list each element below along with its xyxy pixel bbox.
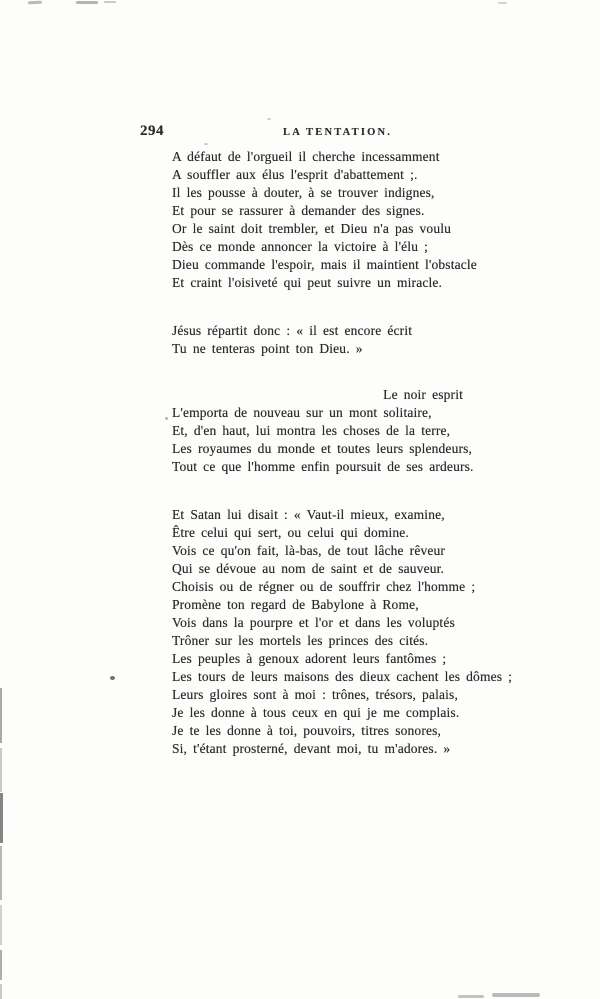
verse-line: Et craint l'oisiveté qui peut suivre un miracle. [172,275,443,290]
verse-line: L'emporta de nouveau sur un mont solitaire, [172,405,432,420]
poem-text [172,148,513,758]
scan-artifact-left-line [0,793,3,843]
verse-line: Les peuples à genoux adorent leurs fantômes ; [172,651,447,666]
scan-artifact-bottom-dash [458,995,484,998]
verse-line: Le noir esprit [383,387,463,402]
scan-artifact-margin-dot [110,676,115,680]
verse-line: Choisis ou de régner ou de souffrir chez l'homme ; [172,579,476,594]
verse-line: Il les pousse à douter, à se trouver indignes, [172,185,435,200]
scan-artifact-speck [165,417,168,420]
verse-line: Trôner sur les mortels les princes des cités. [172,633,429,648]
verse-line: Dès ce monde annoncer la victoire à l'élu ; [172,239,429,254]
verse-line: Tu ne tenteras point ton Dieu. » [172,341,363,356]
verse-line: Jésus répartit donc : « il est encore écrit [172,323,413,338]
verse-line: Or le saint doit trembler, et Dieu n'a pas voulu [172,221,452,236]
verse-line: Vois dans la pourpre et l'or et dans les voluptés [172,615,455,630]
verse-line: A souffler aux élus l'esprit d'abattement ;. [172,167,418,182]
scan-artifact-left-line [0,748,2,792]
scan-artifact-bottom-dash [492,993,540,997]
scan-artifact-speck [267,118,271,120]
verse-line: Et, d'en haut, lui montra les choses de la terre, [172,423,451,438]
stanza [172,148,477,292]
scan-artifact-left-line [0,846,2,900]
verse-line: Dieu commande l'espoir, mais il maintient l'obstacle [172,257,477,272]
verse-line: Promène ton regard de Babylone à Rome, [172,597,419,612]
verse-line: Si, t'étant prosterné, devant moi, tu m'adores. » [172,741,451,756]
verse-line: Leurs gloires sont à moi : trônes, trésors, palais, [172,687,458,702]
verse-line: Qui se dévoue au nom de saint et de sauveur. [172,561,445,576]
verse-line: Les royaumes du monde et toutes leurs splendeurs, [172,441,473,456]
scan-artifact-left-line [0,950,2,980]
verse-line: A défaut de l'orgueil il cherche incessamment [172,149,440,164]
scan-artifact-left-line [0,688,2,743]
verse-line: Être celui qui sert, ou celui qui domine. [172,525,409,540]
verse-line: Et Satan lui disait : « Vaut-il mieux, examine, [172,507,445,522]
running-head [0,0,600,139]
stanza [172,386,474,476]
verse-line: Je te les donne à toi, pouvoirs, titres sonores, [172,723,442,738]
verse-line: Je les donne à tous ceux en qui je me complais. [172,705,460,720]
stanza [172,506,513,758]
verse-line: Et pour se rassurer à demander des signes. [172,203,425,218]
stanza [172,322,463,358]
scan-artifact-left-line [0,984,2,999]
running-title: LA TENTATION. [283,127,393,138]
scan-artifact-left-line [0,905,2,945]
page-number: 294 [140,123,164,139]
scan-artifact-speck [204,143,208,145]
verse-line: Tout ce que l'homme enfin poursuit de ses ardeurs. [172,459,474,474]
verse-line: Les tours de leurs maisons des dieux cachent les dômes ; [172,669,513,684]
verse-line: Vois ce qu'on fait, là-bas, de tout lâche rêveur [172,543,446,558]
